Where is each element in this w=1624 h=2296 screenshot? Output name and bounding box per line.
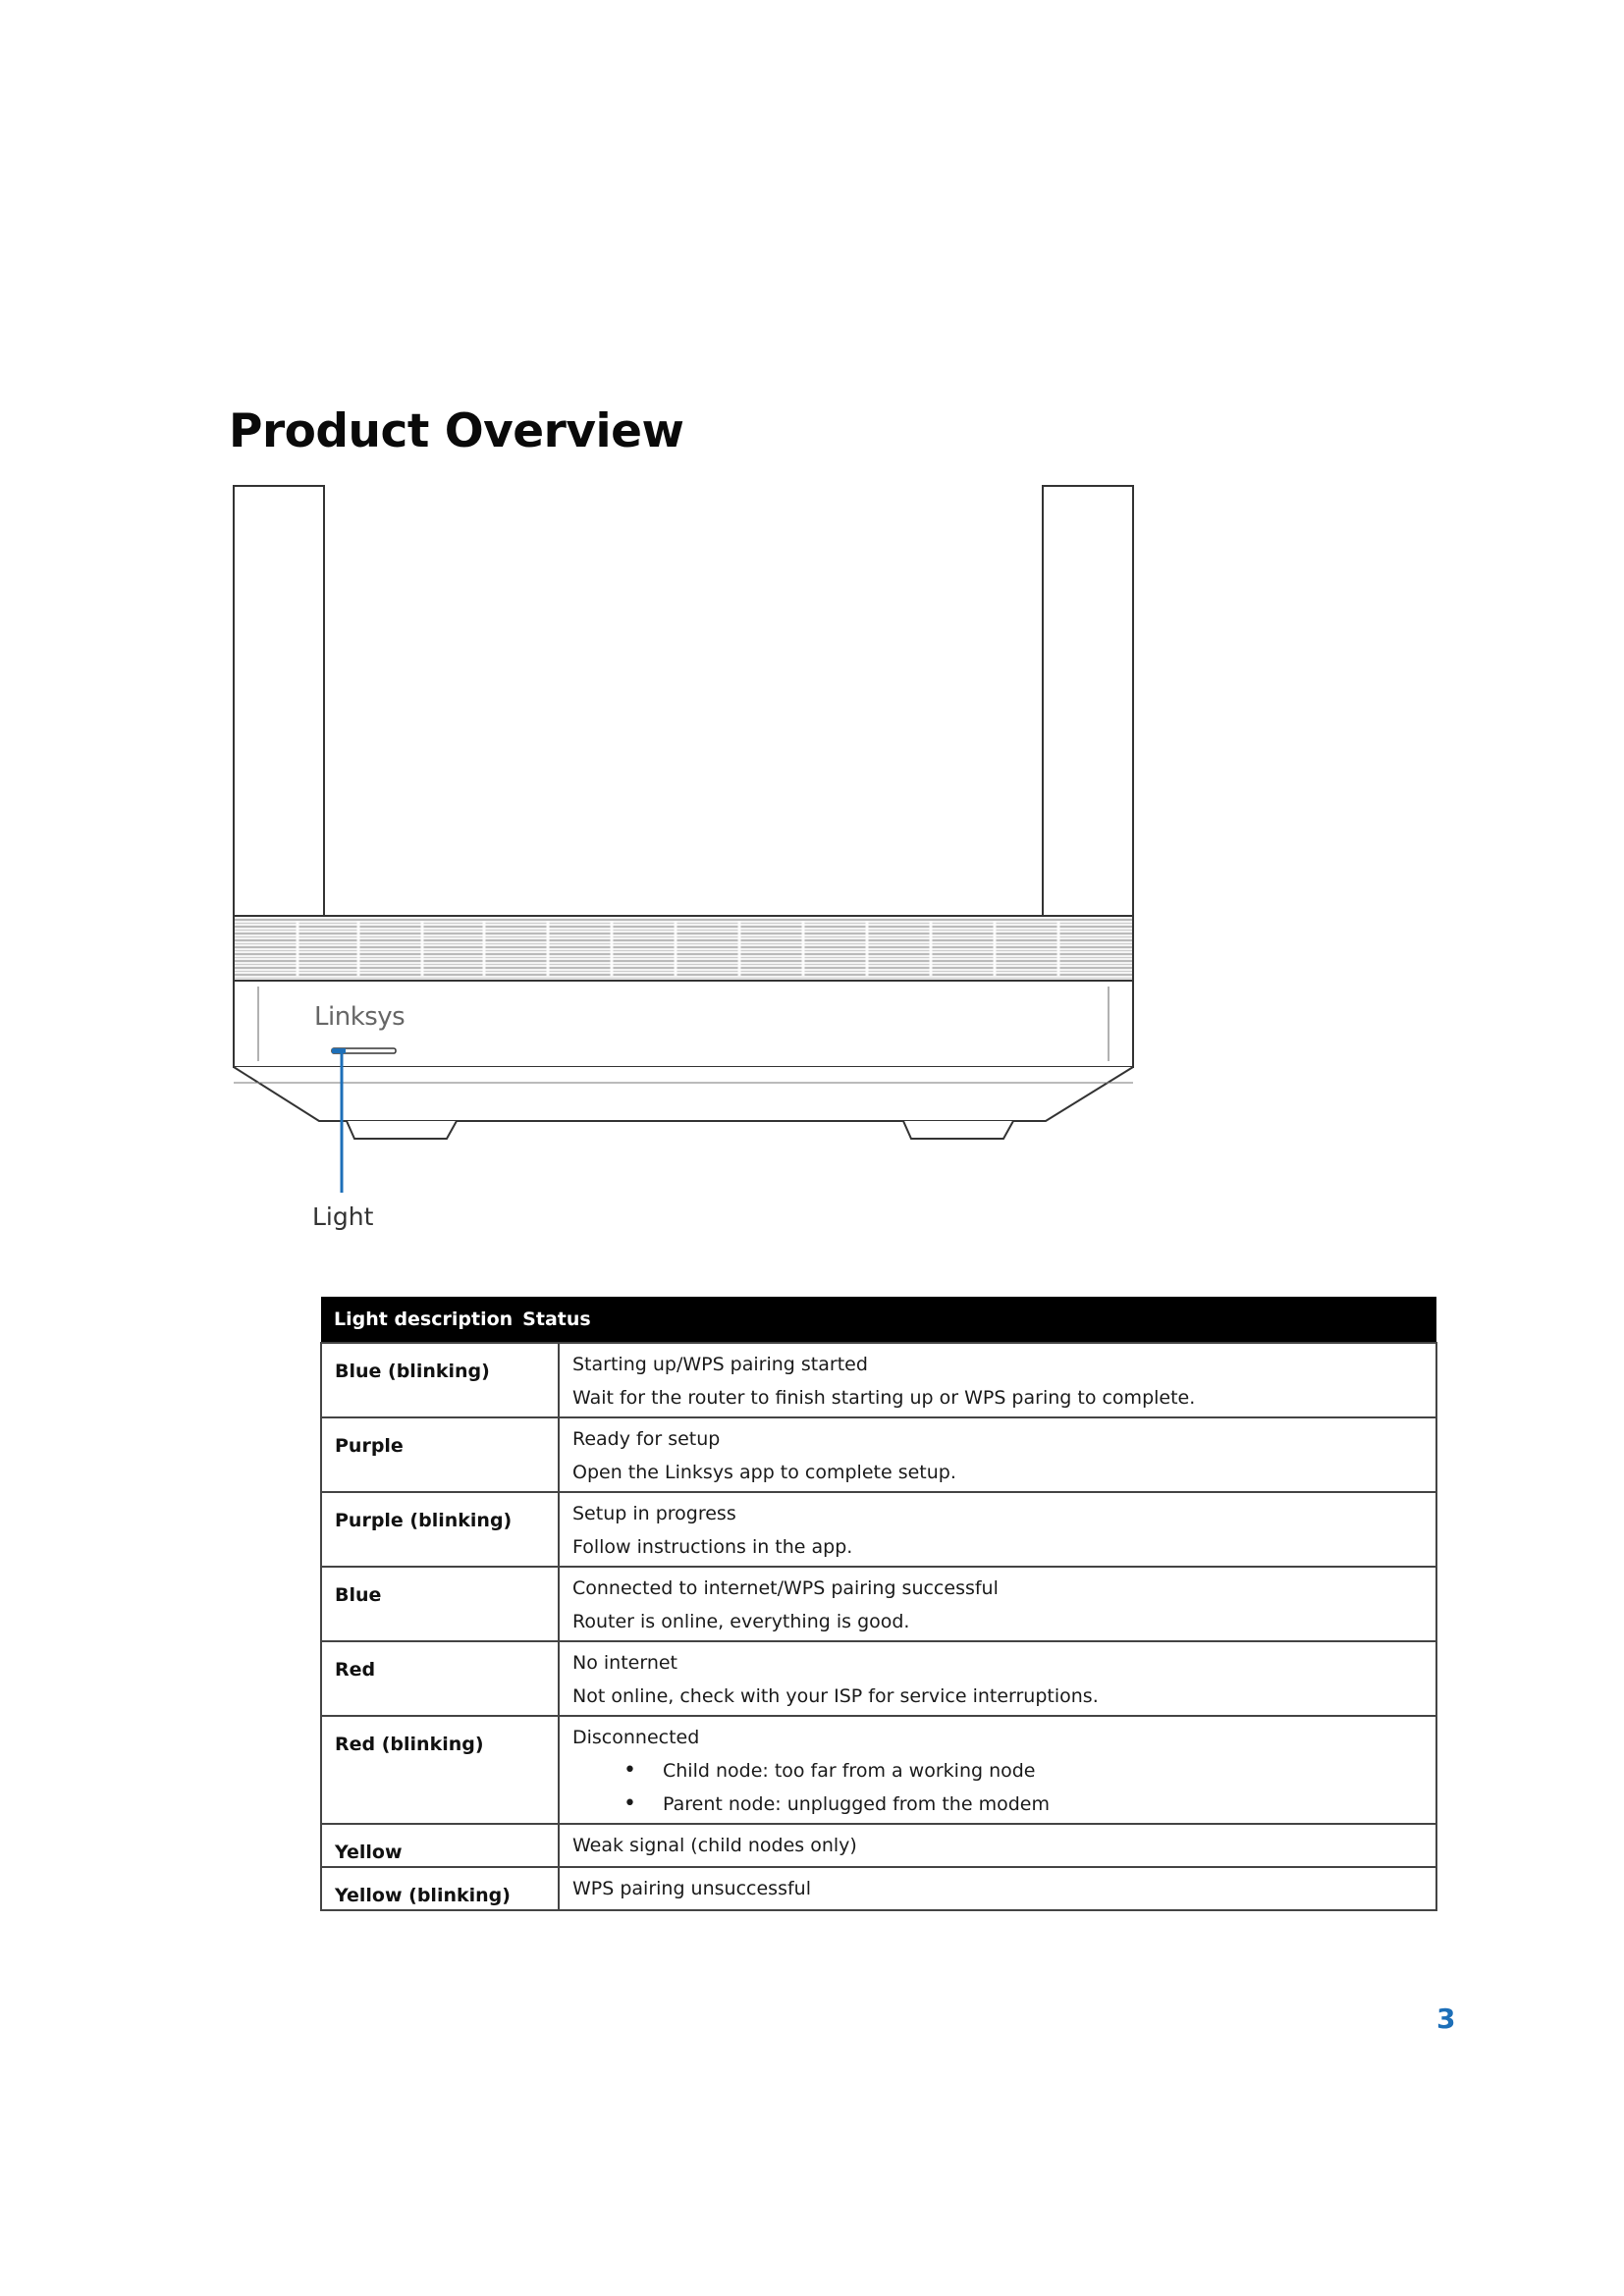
table-row bbox=[321, 1641, 1436, 1716]
table-header-row bbox=[321, 1297, 1436, 1343]
status-cell bbox=[559, 1716, 1436, 1824]
header-status: Status bbox=[522, 1308, 591, 1330]
left-foot bbox=[347, 1121, 457, 1139]
status-detail: Follow instructions in the app. bbox=[572, 1536, 853, 1558]
status-detail: Router is online, everything is good. bbox=[572, 1611, 910, 1632]
left-antenna bbox=[234, 486, 324, 916]
table-row bbox=[321, 1417, 1436, 1492]
table-row bbox=[321, 1343, 1436, 1417]
status-text: Ready for setup bbox=[572, 1428, 721, 1450]
status-text: Disconnected bbox=[572, 1727, 700, 1748]
status-text: No internet bbox=[572, 1652, 677, 1674]
status-cell bbox=[559, 1417, 1436, 1492]
light-status-table bbox=[320, 1297, 1437, 1911]
brand-logo: Linksys bbox=[314, 1002, 406, 1032]
right-foot bbox=[903, 1121, 1013, 1139]
status-text: WPS pairing unsuccessful bbox=[572, 1878, 811, 1899]
router-illustration bbox=[221, 471, 1164, 1237]
light-description-cell: Blue bbox=[321, 1567, 559, 1641]
light-description-cell: Purple (blinking) bbox=[321, 1492, 559, 1567]
status-cell bbox=[559, 1567, 1436, 1641]
status-cell bbox=[559, 1867, 1436, 1910]
right-antenna bbox=[1043, 486, 1133, 916]
table-row bbox=[321, 1492, 1436, 1567]
status-detail: Wait for the router to finish starting up or WPS paring to complete. bbox=[572, 1387, 1196, 1409]
status-detail: Open the Linksys app to complete setup. bbox=[572, 1462, 956, 1483]
header-light-description: Light description bbox=[334, 1308, 514, 1330]
light-description-cell: Purple bbox=[321, 1417, 559, 1492]
status-detail: Not online, check with your ISP for service interruptions. bbox=[572, 1685, 1099, 1707]
status-cell bbox=[559, 1824, 1436, 1867]
light-description-cell: Red bbox=[321, 1641, 559, 1716]
light-description-cell: Red (blinking) bbox=[321, 1716, 559, 1824]
light-description-cell: Blue (blinking) bbox=[321, 1343, 559, 1417]
status-bullet: • Child node: too far from a working node bbox=[663, 1754, 1423, 1788]
light-description-cell: Yellow bbox=[321, 1824, 559, 1867]
status-cell bbox=[559, 1343, 1436, 1417]
table-row bbox=[321, 1716, 1436, 1824]
status-text: Setup in progress bbox=[572, 1503, 736, 1524]
status-text: Connected to internet/WPS pairing successful bbox=[572, 1577, 999, 1599]
table-row bbox=[321, 1824, 1436, 1867]
status-bullet-list bbox=[572, 1754, 1423, 1821]
callout-label: Light bbox=[312, 1202, 374, 1231]
light-description-cell: Yellow (blinking) bbox=[321, 1867, 559, 1910]
table-row bbox=[321, 1567, 1436, 1641]
table-header bbox=[321, 1297, 1436, 1343]
vent-grille bbox=[234, 916, 1133, 981]
status-bullet: • Parent node: unplugged from the modem bbox=[663, 1788, 1423, 1821]
status-text: Weak signal (child nodes only) bbox=[572, 1835, 857, 1856]
page-number: 3 bbox=[1436, 2002, 1456, 2035]
router-base bbox=[234, 1067, 1133, 1121]
table-row bbox=[321, 1867, 1436, 1910]
status-cell bbox=[559, 1641, 1436, 1716]
status-cell bbox=[559, 1492, 1436, 1567]
status-text: Starting up/WPS pairing started bbox=[572, 1354, 868, 1375]
page-title: Product Overview bbox=[229, 404, 684, 458]
